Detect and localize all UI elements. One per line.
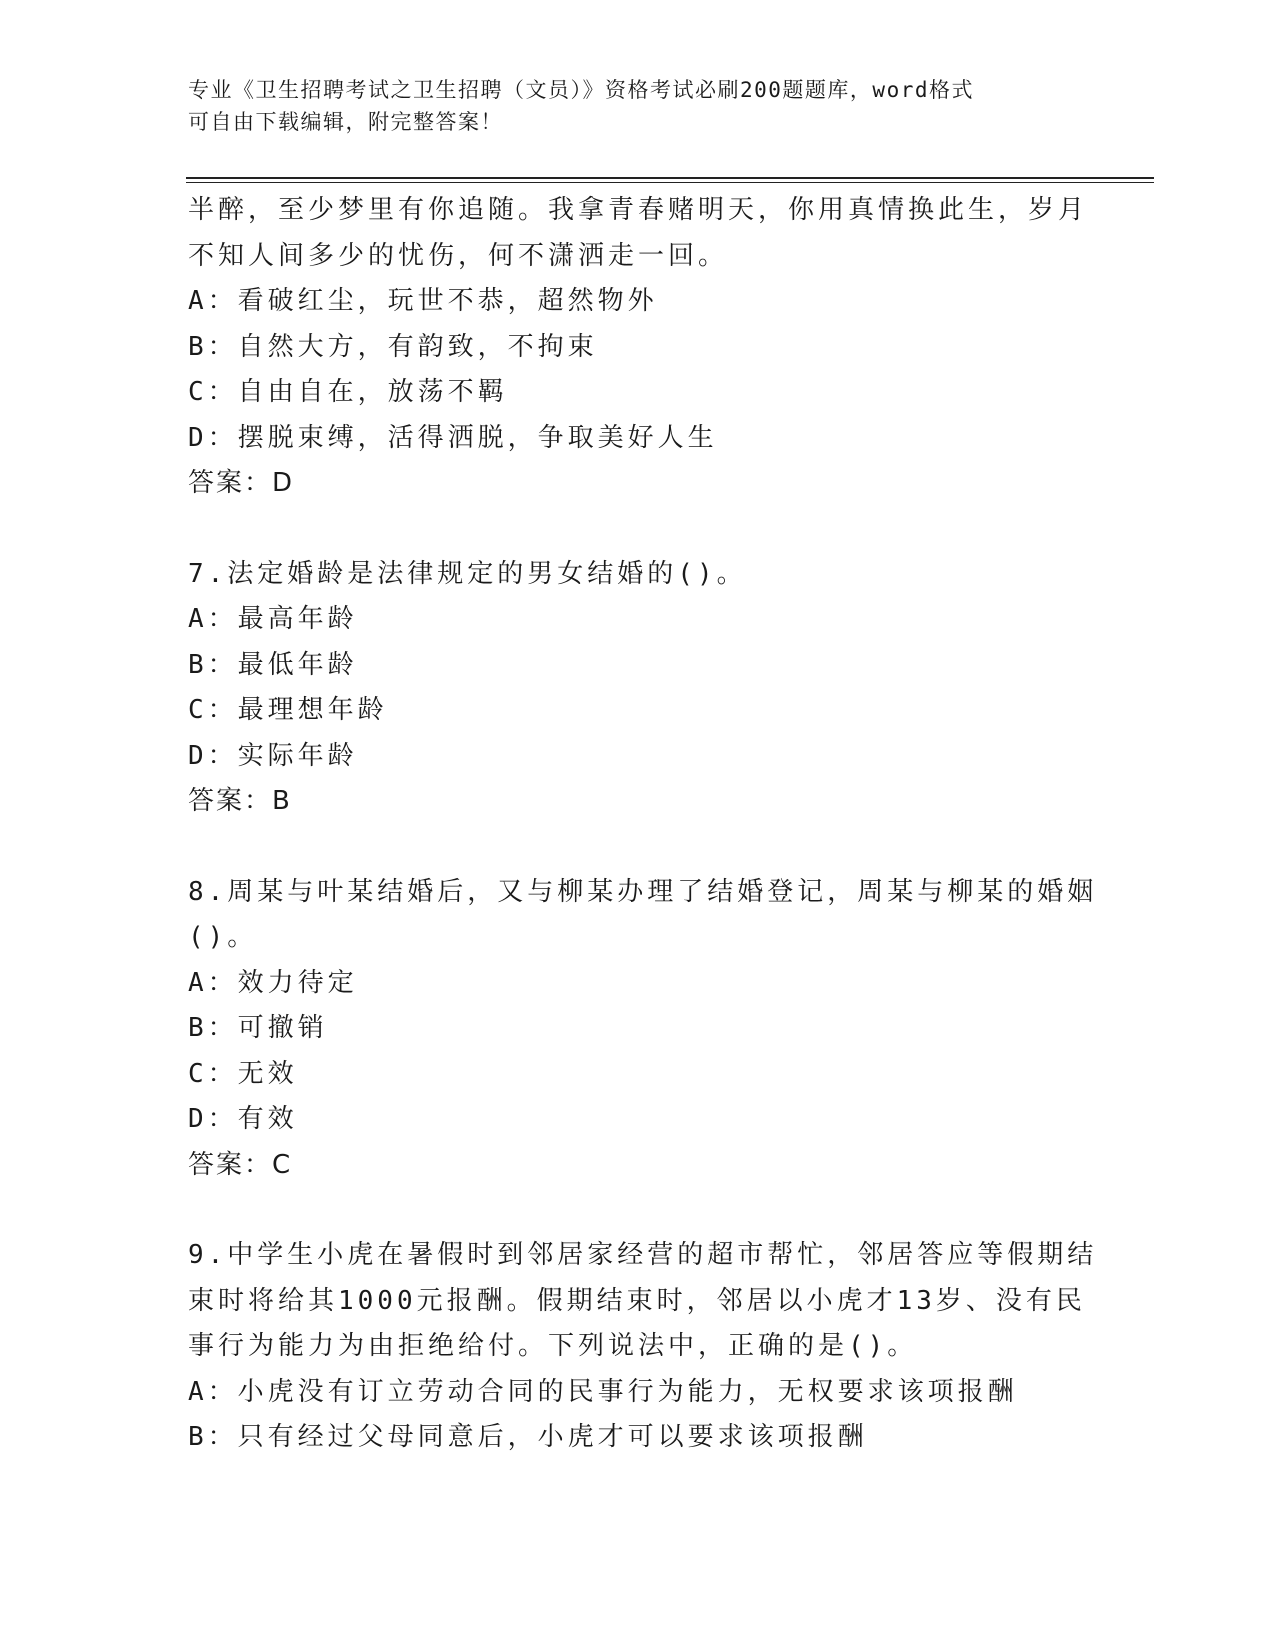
option-a: A：小虎没有订立劳动合同的民事行为能力，无权要求该项报酬: [188, 1376, 1018, 1407]
spacer: [188, 825, 1068, 870]
option-c: C：最理想年龄: [188, 695, 388, 725]
document-header: [188, 74, 1068, 138]
question-text: 不知人间多少的忧伤，何不潇洒走一回。: [188, 240, 729, 271]
option-d: D：实际年龄: [188, 740, 358, 771]
option-b: B：可撤销: [188, 1013, 328, 1043]
header-divider-thick: [186, 177, 1154, 179]
question-stem: ()。: [188, 922, 258, 952]
question-9: [188, 1233, 1098, 1461]
question-list: [188, 188, 1098, 1461]
option-a: A：看破红尘，玩世不恭，超然物外: [188, 286, 658, 316]
option-a: A：效力待定: [188, 967, 358, 998]
option-b: B：最低年龄: [188, 649, 358, 680]
question-8: [188, 870, 1098, 1189]
option-c: C：自由自在，放荡不羁: [188, 377, 508, 407]
header-line-2: 可自由下载编辑，附完整答案！: [188, 110, 503, 134]
spacer: [188, 507, 1068, 552]
answer: 答案：D: [188, 468, 295, 498]
answer: 答案：B: [188, 786, 292, 816]
option-a: A：最高年龄: [188, 604, 358, 634]
header-line-1: 专业《卫生招聘考试之卫生招聘（文员）》资格考试必刷200题题库，word格式: [188, 78, 974, 102]
question-6-continued: [188, 188, 1089, 507]
question-stem: 束时将给其1000元报酬。假期结束时，邻居以小虎才13岁、没有民: [188, 1285, 1086, 1316]
option-c: C：无效: [188, 1058, 298, 1089]
answer: 答案：C: [188, 1149, 293, 1180]
question-stem: 7.法定婚龄是法律规定的男女结婚的()。: [188, 558, 747, 589]
option-d: D：摆脱束缚，活得洒脱，争取美好人生: [188, 422, 718, 453]
question-7: [188, 552, 1068, 825]
question-stem: 8.周某与叶某结婚后，又与柳某办理了结婚登记，周某与柳某的婚姻: [188, 876, 1098, 907]
question-stem: 事行为能力为由拒绝给付。下列说法中，正确的是()。: [188, 1331, 918, 1361]
question-text: 半醉，至少梦里有你追随。我拿青春赌明天，你用真情换此生，岁月: [188, 195, 1089, 225]
option-b: B：只有经过父母同意后，小虎才可以要求该项报酬: [188, 1422, 868, 1452]
option-d: D：有效: [188, 1104, 298, 1134]
spacer: [188, 1188, 1068, 1233]
header-divider-thin: [186, 182, 1154, 183]
question-stem: 9.中学生小虎在暑假时到邻居家经营的超市帮忙，邻居答应等假期结: [188, 1240, 1098, 1270]
option-b: B：自然大方，有韵致，不拘束: [188, 331, 598, 362]
